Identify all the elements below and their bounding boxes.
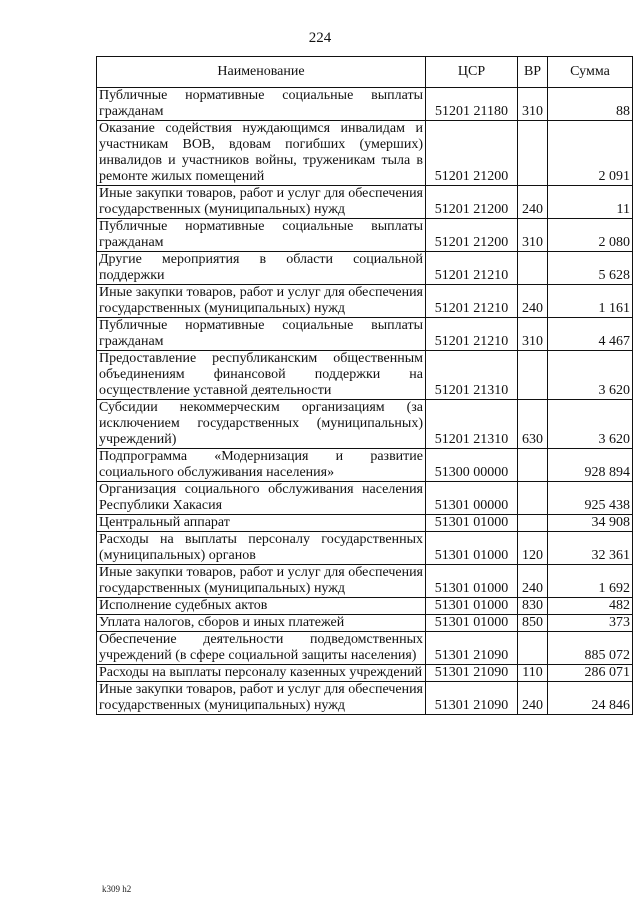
cell-sum: 928 894 bbox=[548, 449, 633, 482]
table-row bbox=[97, 682, 633, 715]
cell-vr: 240 bbox=[518, 186, 548, 219]
cell-name: Расходы на выплаты персоналу казенных учреждений bbox=[97, 665, 426, 682]
cell-sum: 3 620 bbox=[548, 351, 633, 400]
cell-csr: 51301 01000 bbox=[426, 615, 518, 632]
table-row bbox=[97, 532, 633, 565]
cell-name: Оказание содействия нуждающимся инвалидам и участникам ВОВ, вдовам погибших (умерших) инвалидов и участников войны, труженикам тыла в ремонте жилых помещений bbox=[97, 121, 426, 186]
header-name: Наименование bbox=[97, 57, 426, 88]
cell-vr: 240 bbox=[518, 285, 548, 318]
table-row bbox=[97, 665, 633, 682]
cell-sum: 1 161 bbox=[548, 285, 633, 318]
table-row bbox=[97, 351, 633, 400]
cell-csr: 51301 21090 bbox=[426, 682, 518, 715]
budget-table bbox=[96, 56, 633, 715]
table-header-row bbox=[97, 57, 633, 88]
table-row bbox=[97, 88, 633, 121]
cell-csr: 51301 01000 bbox=[426, 598, 518, 615]
cell-vr: 310 bbox=[518, 88, 548, 121]
cell-name: Исполнение судебных актов bbox=[97, 598, 426, 615]
header-csr: ЦСР bbox=[426, 57, 518, 88]
cell-sum: 2 091 bbox=[548, 121, 633, 186]
cell-csr: 51301 21090 bbox=[426, 665, 518, 682]
table-row bbox=[97, 449, 633, 482]
cell-name: Центральный аппарат bbox=[97, 515, 426, 532]
cell-name: Организация социального обслуживания населения Республики Хакасия bbox=[97, 482, 426, 515]
cell-sum: 286 071 bbox=[548, 665, 633, 682]
cell-sum: 4 467 bbox=[548, 318, 633, 351]
cell-sum: 34 908 bbox=[548, 515, 633, 532]
cell-sum: 24 846 bbox=[548, 682, 633, 715]
footer-code: k309 h2 bbox=[102, 884, 132, 894]
cell-csr: 51301 01000 bbox=[426, 515, 518, 532]
cell-name: Подпрограмма «Модернизация и развитие социального обслуживания населения» bbox=[97, 449, 426, 482]
cell-vr bbox=[518, 252, 548, 285]
cell-name: Иные закупки товаров, работ и услуг для обеспечения государственных (муниципальных) нужд bbox=[97, 285, 426, 318]
cell-sum: 32 361 bbox=[548, 532, 633, 565]
cell-csr: 51201 21200 bbox=[426, 219, 518, 252]
cell-vr: 310 bbox=[518, 318, 548, 351]
cell-sum: 88 bbox=[548, 88, 633, 121]
cell-csr: 51300 00000 bbox=[426, 449, 518, 482]
header-vr: ВР bbox=[518, 57, 548, 88]
cell-vr: 240 bbox=[518, 682, 548, 715]
table-row bbox=[97, 615, 633, 632]
cell-csr: 51201 21210 bbox=[426, 285, 518, 318]
cell-vr bbox=[518, 632, 548, 665]
cell-vr: 850 bbox=[518, 615, 548, 632]
cell-sum: 2 080 bbox=[548, 219, 633, 252]
cell-vr: 120 bbox=[518, 532, 548, 565]
cell-sum: 1 692 bbox=[548, 565, 633, 598]
table-row bbox=[97, 565, 633, 598]
cell-vr bbox=[518, 351, 548, 400]
cell-vr: 110 bbox=[518, 665, 548, 682]
cell-vr bbox=[518, 515, 548, 532]
cell-name: Предоставление республиканским общественным объединениям финансовой поддержки на осуществление уставной деятельности bbox=[97, 351, 426, 400]
table-row bbox=[97, 318, 633, 351]
cell-csr: 51201 21310 bbox=[426, 351, 518, 400]
cell-name: Иные закупки товаров, работ и услуг для обеспечения государственных (муниципальных) нужд bbox=[97, 565, 426, 598]
cell-sum: 885 072 bbox=[548, 632, 633, 665]
cell-name: Уплата налогов, сборов и иных платежей bbox=[97, 615, 426, 632]
cell-name: Расходы на выплаты персоналу государственных (муниципальных) органов bbox=[97, 532, 426, 565]
cell-vr bbox=[518, 482, 548, 515]
cell-vr: 630 bbox=[518, 400, 548, 449]
cell-name: Иные закупки товаров, работ и услуг для обеспечения государственных (муниципальных) нужд bbox=[97, 186, 426, 219]
cell-csr: 51201 21180 bbox=[426, 88, 518, 121]
table-row bbox=[97, 252, 633, 285]
cell-sum: 373 bbox=[548, 615, 633, 632]
cell-vr bbox=[518, 449, 548, 482]
cell-name: Публичные нормативные социальные выплаты гражданам bbox=[97, 88, 426, 121]
cell-csr: 51301 21090 bbox=[426, 632, 518, 665]
cell-sum: 3 620 bbox=[548, 400, 633, 449]
cell-vr: 310 bbox=[518, 219, 548, 252]
cell-vr: 830 bbox=[518, 598, 548, 615]
table-row bbox=[97, 632, 633, 665]
page-number: 224 bbox=[308, 30, 332, 46]
cell-name: Субсидии некоммерческим организациям (за исключением государственных (муниципальных) учреждений) bbox=[97, 400, 426, 449]
cell-sum: 5 628 bbox=[548, 252, 633, 285]
cell-csr: 51201 21210 bbox=[426, 318, 518, 351]
cell-sum: 482 bbox=[548, 598, 633, 615]
cell-csr: 51201 21200 bbox=[426, 186, 518, 219]
cell-csr: 51301 01000 bbox=[426, 565, 518, 598]
cell-csr: 51301 00000 bbox=[426, 482, 518, 515]
cell-name: Иные закупки товаров, работ и услуг для обеспечения государственных (муниципальных) нужд bbox=[97, 682, 426, 715]
table-row bbox=[97, 482, 633, 515]
cell-vr: 240 bbox=[518, 565, 548, 598]
cell-sum: 925 438 bbox=[548, 482, 633, 515]
cell-csr: 51201 21310 bbox=[426, 400, 518, 449]
cell-csr: 51201 21200 bbox=[426, 121, 518, 186]
header-sum: Сумма bbox=[548, 57, 633, 88]
table-row bbox=[97, 285, 633, 318]
table-row bbox=[97, 515, 633, 532]
cell-name: Публичные нормативные социальные выплаты гражданам bbox=[97, 318, 426, 351]
table-row bbox=[97, 598, 633, 615]
cell-vr bbox=[518, 121, 548, 186]
table-row bbox=[97, 186, 633, 219]
cell-sum: 11 bbox=[548, 186, 633, 219]
table-row bbox=[97, 219, 633, 252]
cell-name: Публичные нормативные социальные выплаты гражданам bbox=[97, 219, 426, 252]
table-row bbox=[97, 400, 633, 449]
cell-csr: 51201 21210 bbox=[426, 252, 518, 285]
table-row bbox=[97, 121, 633, 186]
cell-name: Обеспечение деятельности подведомственных учреждений (в сфере социальной защиты населения) bbox=[97, 632, 426, 665]
cell-name: Другие мероприятия в области социальной поддержки bbox=[97, 252, 426, 285]
cell-csr: 51301 01000 bbox=[426, 532, 518, 565]
